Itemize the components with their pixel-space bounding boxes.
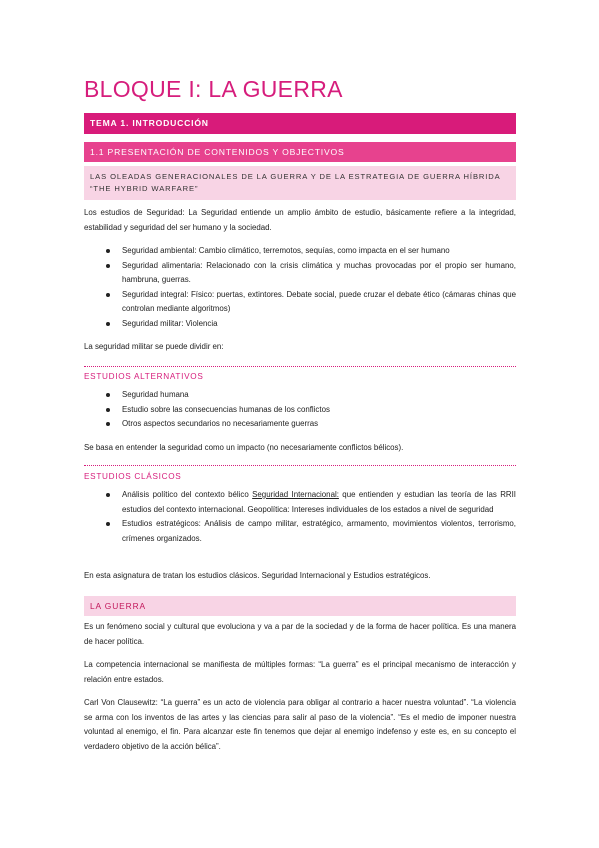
- clasicos-heading: ESTUDIOS CLÁSICOS: [84, 472, 182, 481]
- guerra-paragraph-1: Es un fenómeno social y cultural que evoluciona y va a par de la sociedad y de la forma de hacer política. Es una manera de hacer política.: [84, 622, 516, 646]
- bullet-icon: [106, 522, 110, 526]
- guerra-paragraph-2: La competencia internacional se manifiesta de múltiples formas: “La guerra” es el principal mecanismo de interacción y relación entre estados.: [84, 660, 516, 684]
- bullet-icon: [106, 408, 110, 412]
- list-item: Estudio sobre las consecuencias humanas de los conflictos: [106, 403, 516, 418]
- list-item: Seguridad alimentaria: Relacionado con la crisis climática y muchas provocadas por el propio ser humano, hambruna, guerras.: [106, 259, 516, 288]
- alternativos-note: Se basa en entender la seguridad como un impacto (no necesariamente conflictos bélicos).: [84, 443, 404, 452]
- bullet-icon: [106, 322, 110, 326]
- clasicos-note: En esta asignatura de tratan los estudios clásicos. Seguridad Internacional y Estudios estratégicos.: [84, 571, 431, 580]
- list-item: Estudios estratégicos: Análisis de campo militar, estratégico, armamento, movimientos violentos, terrorismo, crímenes organizados.: [106, 517, 516, 546]
- seguridad-internacional-term: Seguridad Internacional:: [252, 490, 339, 499]
- list-item: Seguridad integral: Físico: puertas, extintores. Debate social, puede cruzar el debate ético (cámaras chinas que controlan mediante algoritmos): [106, 288, 516, 317]
- alternativos-list: [106, 388, 516, 432]
- bullet-icon: [106, 249, 110, 253]
- subtema-heading: 1.1 PRESENTACIÓN DE CONTENIDOS Y OBJECTIVOS: [84, 142, 516, 162]
- list-item: Seguridad militar: Violencia: [106, 317, 516, 332]
- list-item: Seguridad humana: [106, 388, 516, 403]
- seguridad-list: [106, 244, 516, 331]
- intro-paragraph: Los estudios de Seguridad: La Seguridad entiende un amplio ámbito de estudio, básicamente refiere a la integridad, estabilidad y seguridad del ser humano y la sociedad.: [84, 208, 516, 232]
- bullet-icon: [106, 393, 110, 397]
- guerra-heading: LA GUERRA: [84, 596, 516, 616]
- list-item: Análisis político del contexto bélico Seguridad Internacional: que entienden y estudian las teoría de las RRII estudios del contexto internacional. Geopolítica: Intereses individuales de los estados a nivel de seguridad: [106, 488, 516, 517]
- bullet-icon: [106, 293, 110, 297]
- clausewitz-quote: Carl Von Clausewitz: “La guerra” es un acto de violencia para obligar al contrario a hacer nuestra voluntad”. “La violencia se arma con los inventos de las artes y las ciencias para salir al paso de la violencia”. “Es el medio de imponer nuestra voluntad al enemigo, el fin. Para alcanzar este fin tenemos que dejar al enemigo indefenso y este es, en su concepto el verdadero objetivo de la acción bélica”.: [84, 698, 516, 751]
- alternativos-heading: ESTUDIOS ALTERNATIVOS: [84, 372, 204, 381]
- clasicos-list: [106, 488, 516, 546]
- bullet-icon: [106, 264, 110, 268]
- bullet-icon: [106, 493, 110, 497]
- section-divider: [84, 465, 516, 466]
- page-title: BLOQUE I: LA GUERRA: [84, 76, 343, 102]
- section-divider: [84, 366, 516, 367]
- list-item: Seguridad ambiental: Cambio climático, terremotos, sequías, como impacta en el ser humano: [106, 244, 516, 259]
- militar-division-text: La seguridad militar se puede dividir en:: [84, 342, 224, 351]
- oleadas-heading: LAS OLEADAS GENERACIONALES DE LA GUERRA Y DE LA ESTRATEGIA DE GUERRA HÍBRIDA “THE HYBRID WARFARE”: [84, 166, 516, 200]
- tema-heading: TEMA 1. INTRODUCCIÓN: [84, 113, 516, 134]
- list-item: Otros aspectos secundarios no necesariamente guerras: [106, 417, 516, 432]
- bullet-icon: [106, 422, 110, 426]
